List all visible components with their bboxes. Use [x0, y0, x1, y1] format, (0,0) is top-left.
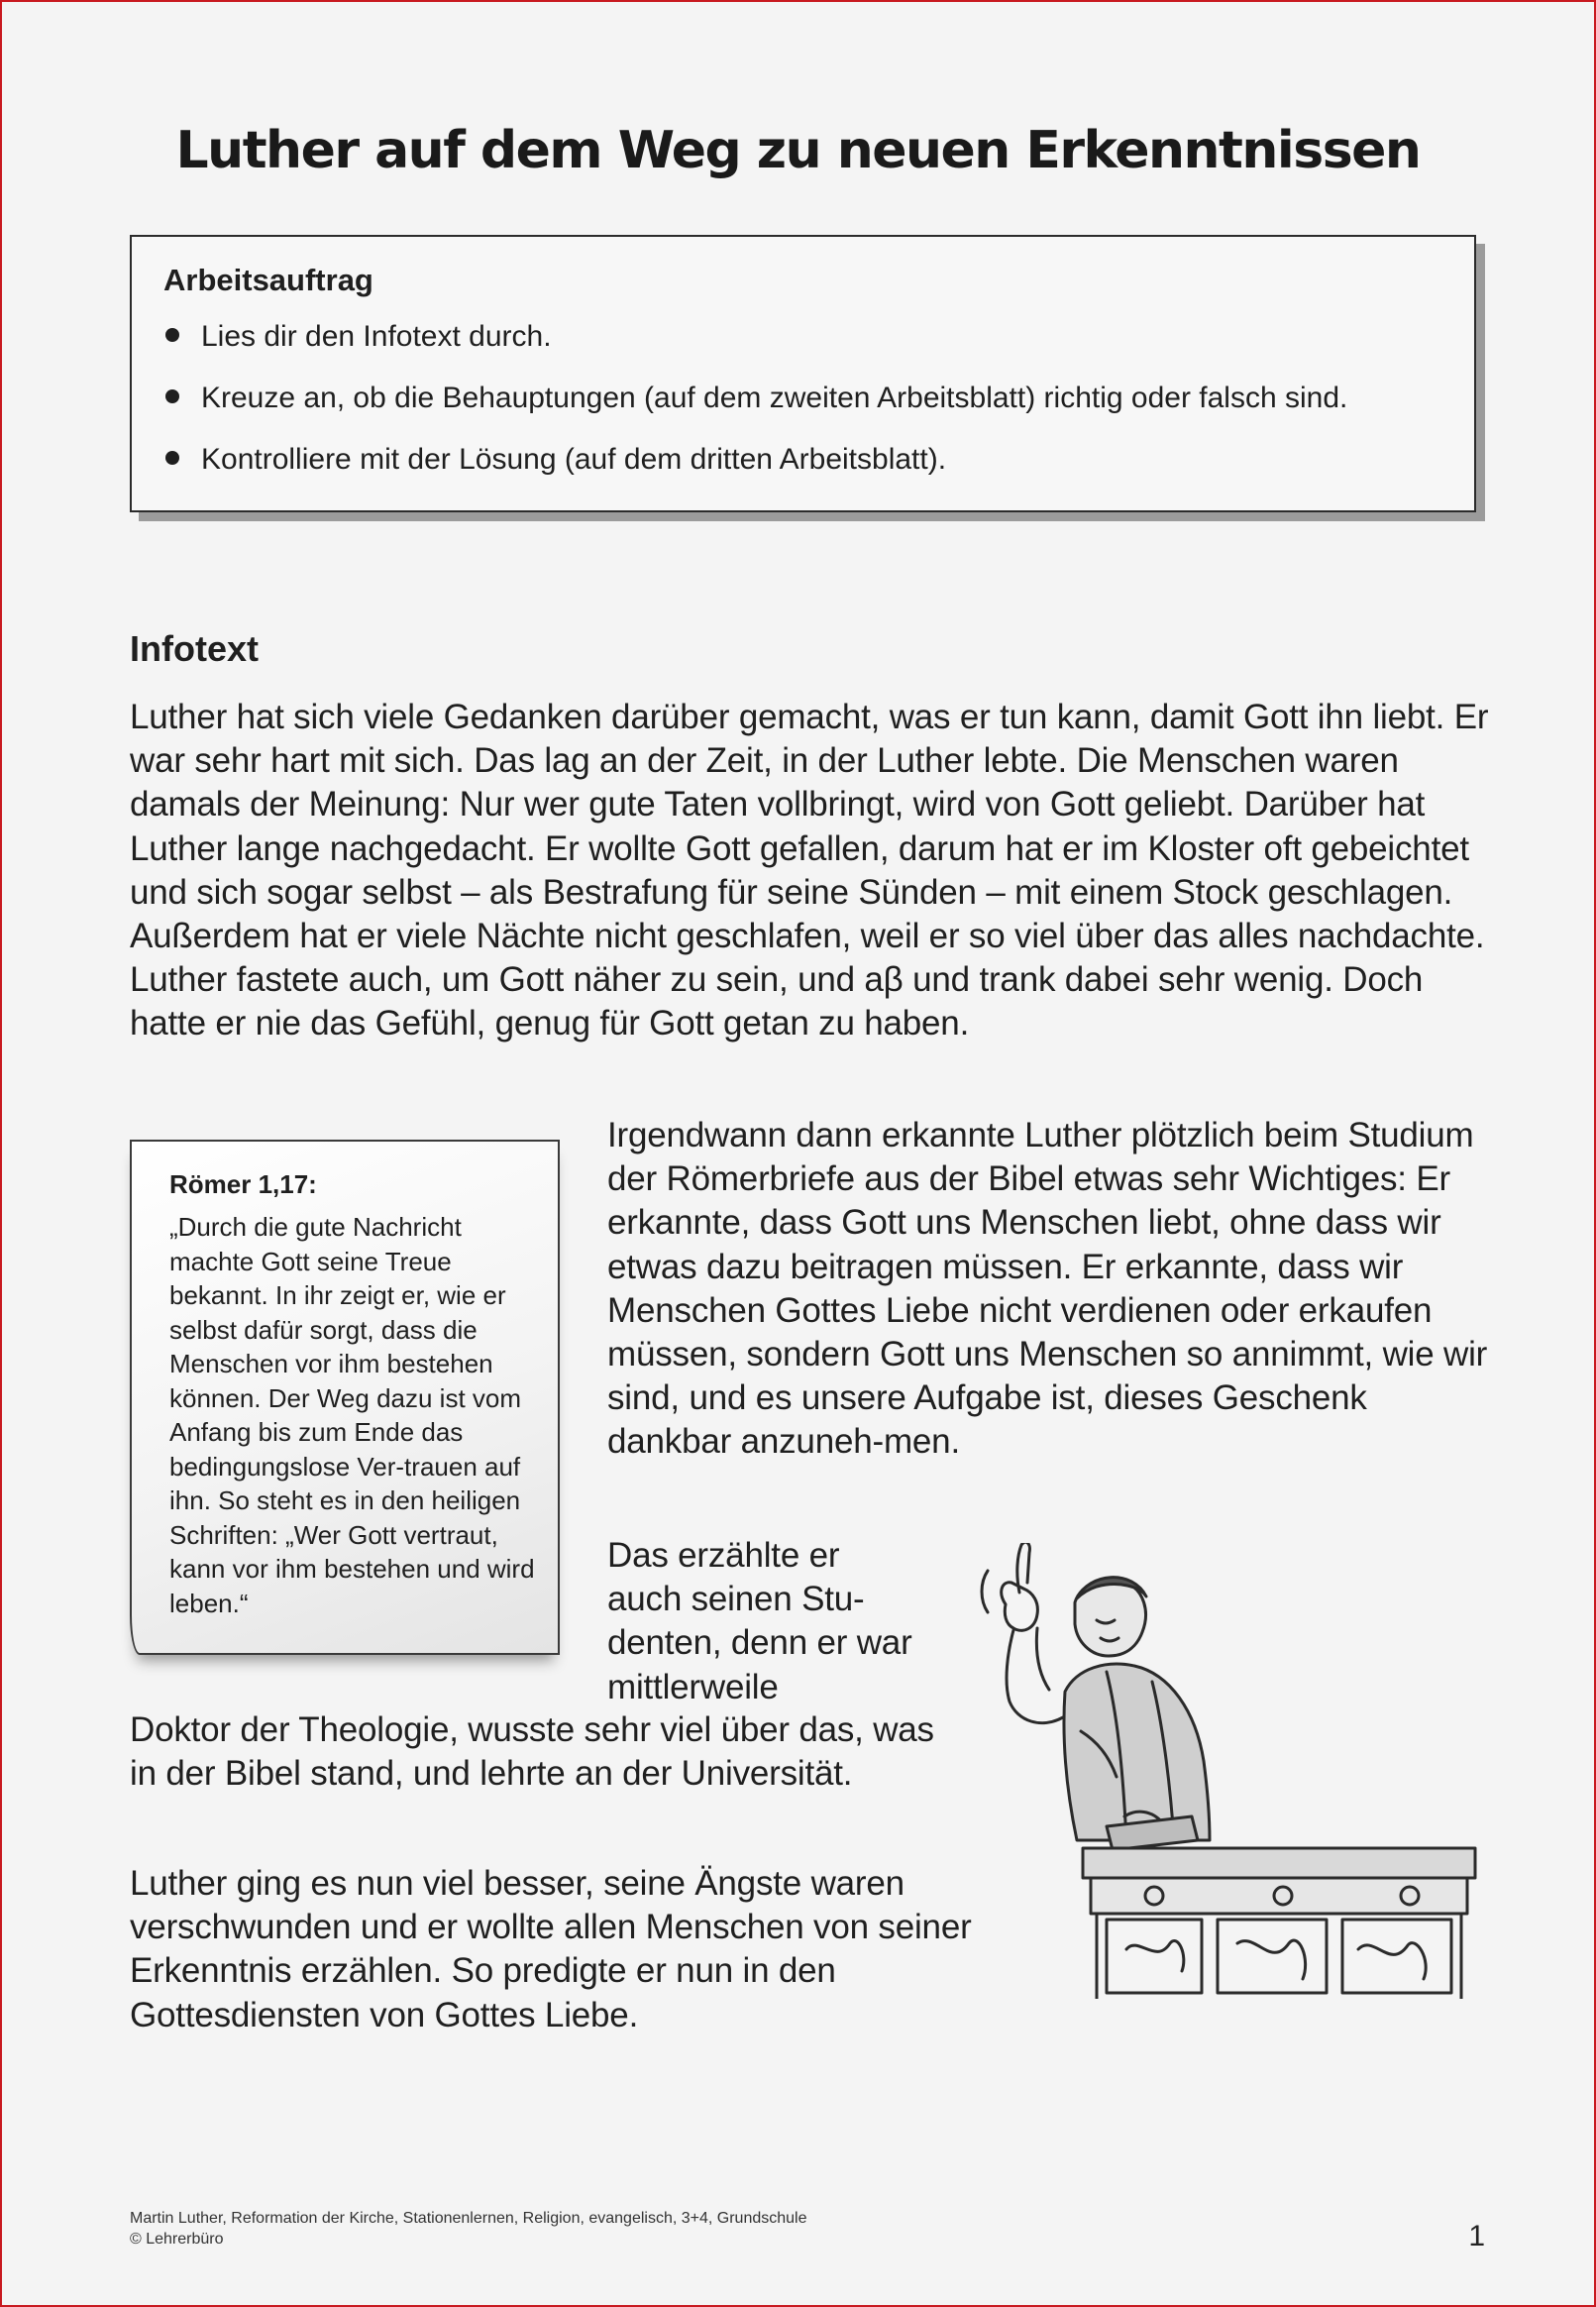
task-item-text: Kreuze an, ob die Behauptungen (auf dem zweiten Arbeitsblatt) richtig oder falsch sind.: [201, 382, 1348, 414]
task-item: [163, 316, 1444, 358]
bible-quote-card: [130, 1140, 560, 1655]
task-box: [130, 235, 1476, 512]
info-paragraph: Doktor der Theologie, wusste sehr viel über das, was in der Bibel stand, und lehrte an der Universität.: [130, 1710, 934, 1794]
task-list: [163, 316, 1444, 481]
task-item-text: Lies dir den Infotext durch.: [201, 320, 552, 353]
source-line: Martin Luther, Reformation der Kirche, Stationenlernen, Religion, evangelisch, 3+4, Grundschule: [130, 2210, 807, 2227]
bullet-icon: [165, 451, 179, 465]
luther-preaching-illustration: [958, 1543, 1483, 1999]
info-paragraph: Irgendwann dann erkannte Luther plötzlich beim Studium der Römerbriefe aus der Bibel etwas sehr Wichtiges: Er erkannte, dass Gott uns Menschen liebt, ohne dass wir etwas dazu beitragen müssen. Er erkannte, dass wir Menschen Gottes Liebe nicht verdienen oder erkaufen müssen, sondern Gott uns Menschen so annimmt, wie wir sind, und es unsere Aufgabe ist, dieses Geschenk dankbar anzuneh-men.: [607, 1116, 1488, 1462]
task-item: [163, 439, 1444, 481]
quote-text: „Durch die gute Nachricht machte Gott seine Treue bekannt. In ihr zeigt er, wie er selbst dafür sorgt, dass die Menschen vor ihm bestehen können. Der Weg dazu ist vom Anfang bis zum Ende das bedingungslose Ver-trauen auf ihn. So steht es in den heiligen Schriften: „Wer Gott vertraut, kann vor ihm bestehen und wird leben.“: [169, 1212, 535, 1618]
page-number: 1: [1468, 2220, 1485, 2252]
page-title: Luther auf dem Weg zu neuen Erkenntnissen: [175, 121, 1421, 180]
info-paragraph: Luther hat sich viele Gedanken darüber gemacht, was er tun kann, damit Gott ihn liebt. Er war sehr hart mit sich. Das lag an der Zeit, in der Luther lebte. Die Menschen waren damals der Meinung: Nur wer gute Taten vollbringt, wird von Gott geliebt. Darüber hat Luther lange nachgedacht. Er wollte Gott gefallen, darum hat er im Kloster oft gebeichtet und sich sogar selbst – als Bestrafung für seine Sünden – mit einem Stock geschlagen. Außerdem hat er viele Nächte nicht geschlafen, weil er so viel über das alles nachdachte. Luther fastete auch, um Gott näher zu sein, und aβ und trank dabei sehr wenig. Doch hatte er nie das Gefühl, genug für Gott getan zu haben.: [130, 698, 1489, 1044]
info-paragraph: Das erzählte er auch seinen Stu-denten, denn er war mittlerweile: [607, 1536, 912, 1706]
footer-source: [130, 2208, 807, 2250]
bullet-icon: [165, 389, 179, 403]
task-heading: Arbeitsauftrag: [163, 263, 373, 297]
info-paragraph: Luther ging es nun viel besser, seine Ängste waren verschwunden und er wollte allen Menschen von seiner Erkenntnis erzählen. So predigte er nun in den Gottesdiensten von Gottes Liebe.: [130, 1864, 972, 2034]
info-heading: Infotext: [130, 628, 259, 669]
task-item-text: Kontrolliere mit der Lösung (auf dem dritten Arbeitsblatt).: [201, 443, 947, 476]
quote-reference: Römer 1,17:: [169, 1169, 317, 1199]
bullet-icon: [165, 328, 179, 342]
task-item: [163, 378, 1444, 419]
copyright-line: © Lehrerbüro: [130, 2231, 224, 2248]
